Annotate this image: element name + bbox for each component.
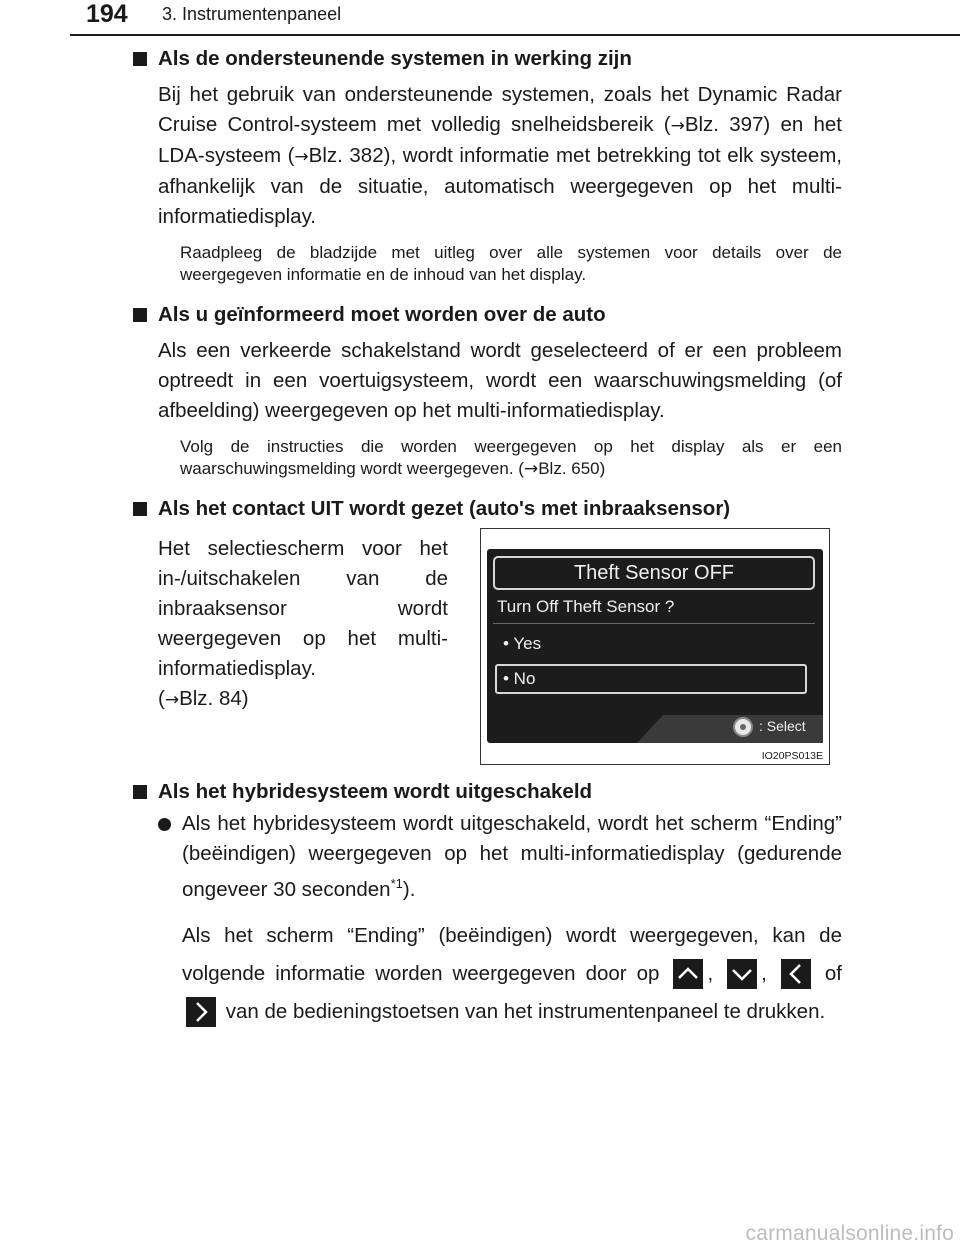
chevron-left-key-icon <box>781 959 811 989</box>
footnote-marker: *1 <box>390 876 403 891</box>
section-heading-support-systems: Als de ondersteunende systemen in werking zijn <box>132 44 842 74</box>
square-bullet-icon <box>133 52 147 66</box>
option-yes: • Yes <box>503 634 542 653</box>
page-ref-link[interactable]: Blz. 397 <box>684 113 764 136</box>
page-number: 194 <box>86 0 128 28</box>
arrow-icon: → <box>164 690 180 710</box>
arrow-icon: → <box>294 147 309 167</box>
vehicle-info-paragraph: Als een verkeerde schakelstand wordt geselecteerd of er een probleem optreedt in een voertuigsysteem, wordt een waarschuwingsmelding (of afbeelding) weergegeven op het multi-informatiedisplay. <box>158 339 842 422</box>
square-bullet-icon <box>133 308 147 322</box>
option-no-highlight <box>495 664 807 694</box>
round-bullet-icon <box>158 818 171 831</box>
support-systems-paragraph: Bij het gebruik van ondersteunende systemen, zoals het Dynamic Radar Cruise Control-systeem met volledig snelheidsbereik (→Blz. 397) en het LDA-systeem (→Blz. 382), wordt informatie met betrekking tot elk systeem, afhankelijk van de situatie, automatisch weergegeven op het multi-informatiedisplay. <box>158 83 842 228</box>
figure-code: IO20PS013E <box>761 750 823 762</box>
header-rule <box>70 34 960 36</box>
square-bullet-icon <box>133 785 147 799</box>
square-bullet-icon <box>133 502 147 516</box>
chevron-down-key-icon <box>727 959 757 989</box>
display-divider <box>493 623 815 624</box>
select-button-icon <box>733 717 753 737</box>
theft-sensor-row <box>132 530 842 765</box>
display-question: Turn Off Theft Sensor ? <box>497 597 675 616</box>
option-no: • No <box>503 669 536 688</box>
section-heading-theft-sensor: Als het contact UIT wordt gezet (auto's met inbraaksensor) <box>132 494 842 524</box>
theft-sensor-paragraph: Het selectiescherm voor het in-/uitschakelen van de inbraaksensor wordt weergegeven op het multi-informatiedisplay. (→Blz. 84) <box>158 537 448 710</box>
section-heading-hybrid-off: Als het hybridesysteem wordt uitgeschakeld <box>132 777 842 807</box>
page-ref-link[interactable]: Blz. 382 <box>308 144 384 167</box>
section-heading-vehicle-info: Als u geïnformeerd moet worden over de auto <box>132 300 842 330</box>
arrow-icon: → <box>670 116 685 136</box>
page-ref-link[interactable]: Blz. 84 <box>179 687 242 710</box>
page-content <box>132 44 842 1031</box>
arrow-icon: → <box>523 459 539 479</box>
hybrid-off-bullet: Als het hybridesysteem wordt uitgeschakeld, wordt het scherm “Ending” (beëindigen) weergegeven op het multi-informatiedisplay (gedurende ongeveer 30 seconden$^{*1}$). <box>158 809 842 905</box>
select-hint: : Select <box>759 718 806 734</box>
ending-screen-paragraph: Als het scherm “Ending” (beëindigen) wordt weergegeven, kan de volgende informatie worden weergegeven door op , , of van de bedieningstoetsen van het instrumentenpaneel te drukken. <box>182 917 842 1031</box>
theft-sensor-figure <box>480 528 830 765</box>
page-header <box>0 0 960 38</box>
chevron-up-key-icon <box>673 959 703 989</box>
watermark: carmanualsonline.info <box>745 1222 954 1245</box>
chevron-right-key-icon <box>186 997 216 1027</box>
support-systems-note: Raadpleeg de bladzijde met uitleg over alle systemen voor details over de weergegeven informatie en de inhoud van het display. <box>180 243 842 284</box>
multi-information-display <box>487 549 823 743</box>
vehicle-info-note: Volg de instructies die worden weergegeven op het display als er een waarschuwingsmelding wordt weergegeven. (→Blz. 650) <box>180 437 842 479</box>
chapter-title: 3. Instrumentenpaneel <box>162 4 342 24</box>
page-ref-link[interactable]: Blz. 650 <box>538 459 600 478</box>
display-title: Theft Sensor OFF <box>493 556 815 590</box>
